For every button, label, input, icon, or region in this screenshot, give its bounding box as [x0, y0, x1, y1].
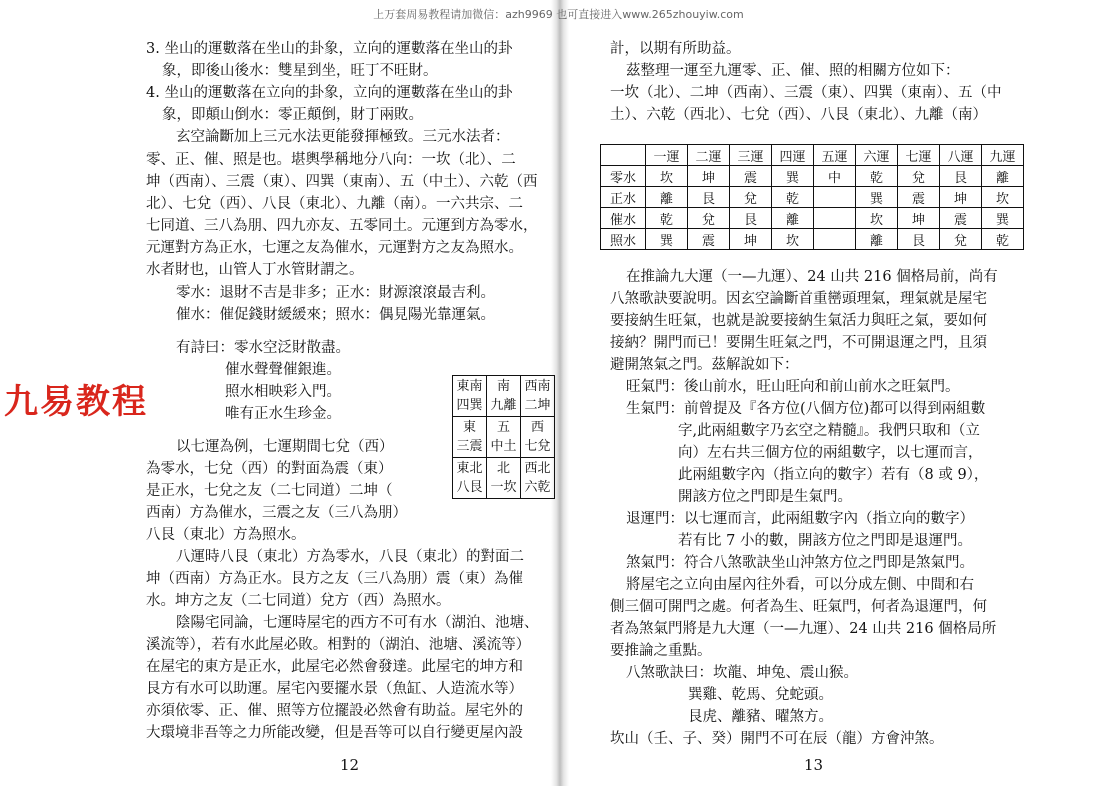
text-line: 此兩組數字內（指立向的數字）若有（8 或 9），: [678, 467, 989, 483]
text-line: 若有比 7 小的數，開該方位之門即是退運門。: [678, 533, 972, 549]
text-line: 是正水，七兌之友（二七同道）二坤（: [146, 483, 393, 499]
grid-cell: 五 中土: [487, 417, 521, 458]
table-header-cell: 九運: [982, 145, 1024, 166]
text-line: 煞氣門：符合八煞歌訣坐山沖煞方位之門即是煞氣門。: [626, 555, 974, 571]
table-cell: 坎: [982, 187, 1024, 208]
table-cell: 照水: [601, 229, 646, 250]
text-line: 要接納生旺氣，也就是說要接納生氣活力與旺之氣，要如何: [610, 313, 987, 329]
table-cell: 兌: [898, 166, 940, 187]
direction-grid: [452, 375, 555, 499]
text-line: 亦須依零、正、催、照等方位擺設必然會有助益。屋宅外的: [146, 703, 523, 719]
text-line: 大環境非吾等之力所能改變，但是吾等可以自行變更屋內設: [146, 725, 523, 741]
table-cell: 乾: [646, 208, 688, 229]
table-cell: 艮: [898, 229, 940, 250]
table-cell: 坤: [730, 229, 772, 250]
text-line: 催水：催促錢財緩緩來；照水：偶見陽光靠運氣。: [176, 307, 495, 323]
text-line: 象，即後山後水：雙星到坐，旺丁不旺財。: [162, 63, 438, 79]
text-line: 坤（西南）、三震（東）、四巽（東南）、五（中土）、六乾（西: [146, 174, 538, 190]
text-line: 字,此兩組數字乃玄空之精髓』。我們只取和（立: [678, 423, 980, 439]
table-cell: 震: [940, 208, 982, 229]
table-cell: 離: [646, 187, 688, 208]
table-header-cell: 一運: [646, 145, 688, 166]
grid-cell: 西北 六乾: [521, 458, 555, 499]
text-line: 坎山（壬、子、癸）開門不可在辰（龍）方會沖煞。: [610, 731, 944, 747]
text-line: 八艮（東北）方為照水。: [146, 527, 306, 543]
table-cell: 正水: [601, 187, 646, 208]
poem-line: 有詩曰：零水空泛財散盡。: [176, 340, 350, 356]
text-line: 八煞歌訣要說明。因玄空論斷首重巒頭理氣，理氣就是屋宅: [610, 291, 987, 307]
text-line: 八運時八艮（東北）方為零水，八艮（東北）的對面二: [176, 549, 524, 565]
table-cell: 坤: [940, 187, 982, 208]
text-line: 溪流等），若有水此屋必敗。相對的（湖泊、池塘、溪流等）: [146, 637, 531, 653]
table-cell: 兌: [940, 229, 982, 250]
poem-line: 唯有正水生珍金。: [225, 406, 341, 422]
text-line: 土）、六乾（西北）、七兌（西）、八艮（東北）、九離（南）: [610, 107, 987, 123]
table-cell: [814, 229, 856, 250]
table-cell: 乾: [772, 187, 814, 208]
right-page: [558, 0, 1117, 786]
text-line: 以七運為例，七運期間七兌（西）: [176, 439, 394, 455]
text-line: 向）左右共三個方位的兩組數字，以七運而言，: [678, 445, 983, 461]
text-line: 北）、七兌（西）、八艮（東北）、九離（南）。一六共宗、二: [146, 196, 523, 212]
grid-cell: 東南 四巽: [453, 376, 487, 417]
header-banner: 上万套周易教程请加微信：azh9969 也可直接进入www.265zhouyiw.com: [373, 8, 744, 21]
table-cell: 巽: [646, 229, 688, 250]
table-cell: 離: [772, 208, 814, 229]
table-cell: 震: [898, 187, 940, 208]
luck-table: [600, 144, 1024, 250]
grid-cell: 東 三震: [453, 417, 487, 458]
text-line: 西南）方為催水，三震之友（三八為朋）: [146, 505, 407, 521]
table-cell: 巽: [856, 187, 898, 208]
text-line: 將屋宅之立向由屋內往外看，可以分成左側、中間和右: [626, 577, 974, 593]
text-line: 為零水，七兌（西）的對面為震（東）: [146, 461, 393, 477]
table-cell: 兌: [730, 187, 772, 208]
table-cell: 坎: [856, 208, 898, 229]
grid-cell: 西南 二坤: [521, 376, 555, 417]
table-cell: 坤: [898, 208, 940, 229]
text-line: 艮虎、離豬、曜煞方。: [688, 709, 833, 725]
text-line: 4. 坐山的運數落在立向的卦象，立向的運數落在坐山的卦: [146, 85, 513, 101]
text-line: 玄空論斷加上三元水法更能發揮極致。三元水法者：: [176, 129, 510, 145]
table-cell: 震: [688, 229, 730, 250]
text-line: 陰陽宅同論，七運時屋宅的西方不可有水（湖泊、池塘、: [176, 615, 539, 631]
watermark: 九易教程: [4, 382, 148, 422]
text-line: 八煞歌訣曰：坎龍、坤兔、震山猴。: [626, 665, 858, 681]
grid-cell: 東北 八艮: [453, 458, 487, 499]
table-cell: 催水: [601, 208, 646, 229]
text-line: 七同道、三八為朋、四九亦友、五零同土。元運到方為零水，: [146, 218, 538, 234]
table-cell: 中: [814, 166, 856, 187]
table-cell: 坎: [772, 229, 814, 250]
grid-cell: 西 七兌: [521, 417, 555, 458]
table-header-cell: [601, 145, 646, 166]
page-number: 13: [804, 756, 824, 774]
text-line: 開該方位之門即是生氣門。: [678, 489, 852, 505]
text-line: 者為煞氣門將是九大運（一—九運）、24 山共 216 個格局所: [610, 621, 997, 637]
table-cell: 坎: [646, 166, 688, 187]
text-line: 生氣門：前曾提及『各方位(八個方位)都可以得到兩組數: [626, 401, 986, 417]
text-line: 巽雞、乾馬、兌蛇頭。: [688, 687, 833, 703]
table-header-cell: 二運: [688, 145, 730, 166]
text-line: 元運對方為正水，七運之友為催水，元運對方之友為照水。: [146, 240, 523, 256]
table-cell: [814, 187, 856, 208]
table-cell: 乾: [856, 166, 898, 187]
table-cell: [814, 208, 856, 229]
table-cell: 巽: [772, 166, 814, 187]
table-cell: 零水: [601, 166, 646, 187]
table-header-cell: 七運: [898, 145, 940, 166]
table-row: [601, 229, 1024, 250]
text-line: 接納？開門而已！要開生旺氣之門，不可開退運之門，且須: [610, 335, 987, 351]
table-cell: 艮: [730, 208, 772, 229]
table-header-row: [601, 145, 1024, 166]
table-cell: 離: [856, 229, 898, 250]
poem-line: 催水聲聲催銀進。: [225, 362, 341, 378]
text-line: 零、正、催、照是也。堪輿學稱地分八向：一坎（北）、二: [146, 152, 516, 168]
table-header-cell: 三運: [730, 145, 772, 166]
table-row: [601, 208, 1024, 229]
text-line: 零水：退財不吉是非多；正水：財源滾滾最吉利。: [176, 285, 495, 301]
table-cell: 巽: [982, 208, 1024, 229]
table-cell: 震: [730, 166, 772, 187]
grid-cell: 北 一坎: [487, 458, 521, 499]
table-header-cell: 六運: [856, 145, 898, 166]
table-cell: 兌: [688, 208, 730, 229]
table-header-cell: 四運: [772, 145, 814, 166]
table-header-cell: 八運: [940, 145, 982, 166]
text-line: 避開煞氣之門。茲解說如下：: [610, 357, 799, 373]
table-row: [601, 166, 1024, 187]
table-cell: 乾: [982, 229, 1024, 250]
poem-line: 照水相映彩入門。: [225, 384, 341, 400]
text-line: 一坎（北）、二坤（西南）、三震（東）、四巽（東南）、五（中: [610, 85, 1002, 101]
text-line: 水者財也，山管人丁水管財謂之。: [146, 262, 364, 278]
text-line: 茲整理一運至九運零、正、催、照的相關方位如下：: [626, 63, 960, 79]
text-line: 要推論之重點。: [610, 643, 712, 659]
text-line: 艮方有水可以助運。屋宅內要擺水景（魚缸、人造流水等）: [146, 681, 523, 697]
table-cell: 艮: [940, 166, 982, 187]
table-cell: 坤: [688, 166, 730, 187]
table-header-cell: 五運: [814, 145, 856, 166]
table-cell: 艮: [688, 187, 730, 208]
table-row: [601, 187, 1024, 208]
text-line: 旺氣門：後山前水，旺山旺向和前山前水之旺氣門。: [626, 379, 960, 395]
text-line: 水。坤方之友（二七同道）兌方（西）為照水。: [146, 593, 451, 609]
text-line: 坤（西南）方為正水。艮方之友（三八為朋）震（東）為催: [146, 571, 523, 587]
text-line: 在推論九大運（一—九運）、24 山共 216 個格局前，尚有: [626, 269, 998, 285]
page-number: 12: [340, 756, 360, 774]
table-cell: 離: [982, 166, 1024, 187]
text-line: 側三個可開門之處。何者為生、旺氣門，何者為退運門，何: [610, 599, 987, 615]
text-line: 退運門：以七運而言，此兩組數字內（指立向的數字）: [626, 511, 974, 527]
text-line: 3. 坐山的運數落在坐山的卦象，立向的運數落在坐山的卦: [146, 41, 513, 57]
grid-cell: 南 九離: [487, 376, 521, 417]
text-line: 象，即顛山倒水：零正顛倒，財丁兩敗。: [162, 107, 423, 123]
text-line: 在屋宅的東方是正水，此屋宅必然會發達。此屋宅的坤方和: [146, 659, 523, 675]
text-line: 計，以期有所助益。: [610, 41, 741, 57]
